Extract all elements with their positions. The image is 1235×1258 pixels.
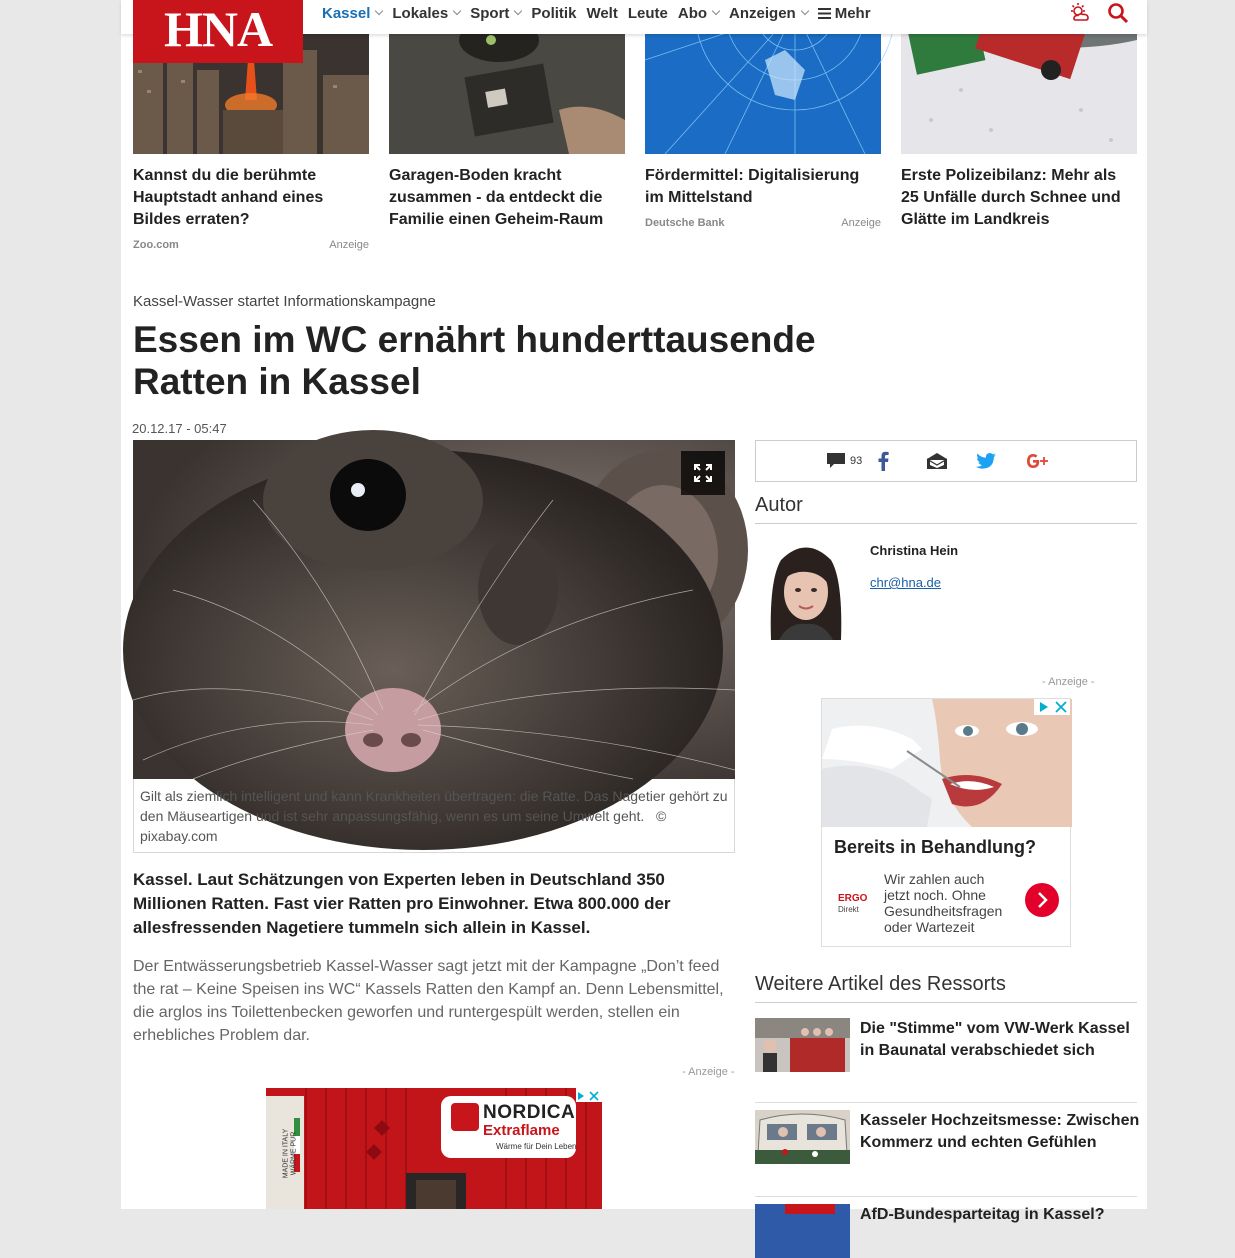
nav-mehr[interactable]: Mehr: [818, 5, 871, 22]
facebook-icon: [876, 451, 890, 471]
page: [121, 0, 1147, 1223]
author-heading: Autor: [755, 494, 1137, 524]
more-article-title[interactable]: Die "Stimme" vom VW-Werk Kassel in Baunatal verabschiedet sich: [860, 1020, 1130, 1059]
main-nav: [322, 0, 881, 26]
nav-anzeigen[interactable]: Anzeigen: [729, 5, 808, 22]
more-article-title[interactable]: AfD-Bundesparteitag in Kassel?: [860, 1206, 1105, 1223]
email-icon: [926, 452, 948, 470]
article-hero-image[interactable]: [133, 440, 735, 779]
article-kicker: Kassel-Wasser startet Informationskampagne: [133, 293, 436, 310]
ergo-advertisement[interactable]: [821, 698, 1071, 947]
more-article-thumbnail: [755, 1110, 850, 1164]
comments-button[interactable]: [826, 452, 876, 470]
fullscreen-button[interactable]: [681, 451, 725, 495]
nav-sport[interactable]: Sport: [470, 5, 521, 22]
share-facebook[interactable]: [876, 451, 926, 471]
more-article-thumbnail: [755, 1204, 850, 1258]
chevron-right-icon: [1025, 883, 1059, 917]
nav-kassel[interactable]: Kassel: [322, 5, 382, 22]
adchoices-icon[interactable]: [576, 1090, 600, 1102]
chevron-down-icon: [800, 7, 808, 15]
chevron-down-icon: [514, 7, 522, 15]
share-twitter[interactable]: [976, 453, 1026, 469]
adchoices-icon[interactable]: [1034, 699, 1070, 715]
menu-icon: [818, 8, 831, 19]
nordica-advertisement[interactable]: [266, 1088, 602, 1209]
teaser-ad-label: Anzeige: [329, 239, 369, 251]
comment-count: 93: [850, 455, 863, 467]
share-email[interactable]: [926, 452, 976, 470]
teaser-title[interactable]: Fördermittel: Digitalisierung im Mittelstand: [645, 167, 860, 206]
ad-text: Wir zahlen auch jetzt noch. Ohne Gesundheitsfragen oder Wartezeit: [884, 871, 1003, 935]
chevron-down-icon: [453, 7, 461, 15]
ad-dentist-image: [822, 699, 1072, 827]
article-headline: Essen im WC ernährt hunderttausende Ratten in Kassel: [133, 319, 816, 402]
nav-welt[interactable]: Welt: [586, 4, 618, 22]
ad-made-in-italy: MADE IN ITALY: [282, 1128, 290, 1179]
nav-leute[interactable]: Leute: [627, 4, 668, 22]
teaser-card[interactable]: [645, 0, 881, 229]
ad-label: - Anzeige -: [682, 1066, 735, 1078]
chevron-down-icon: [712, 7, 720, 15]
ad-waerme-pur: WÄRME PUR: [290, 1131, 298, 1176]
teaser-ad-label: Anzeige: [841, 217, 881, 229]
ad-slogan: Wärme für Dein Leben.: [496, 1142, 579, 1151]
article-date: 20.12.17 - 05:47: [132, 421, 227, 436]
nav-lokales[interactable]: Lokales: [392, 5, 460, 22]
expand-icon: [681, 451, 725, 495]
divider: [755, 1102, 1137, 1103]
nav-abo[interactable]: Abo: [678, 5, 719, 22]
search-icon[interactable]: [1107, 2, 1129, 24]
author-name: Christina Hein: [870, 543, 959, 558]
more-articles-heading: Weitere Artikel des Ressorts: [755, 973, 1137, 1003]
article-lead: Kassel. Laut Schätzungen von Experten leben in Deutschland 350 Millionen Ratten. Fast vier Ratten pro Einwohner. Etwa 800.000 der allesfressenden Nagetiere tummeln sich allein in Kassel.: [133, 870, 671, 937]
more-article-thumbnail: [755, 1018, 850, 1072]
teaser-title[interactable]: Kannst du die berühmte Hauptstadt anhand eines Bildes erraten?: [133, 167, 324, 228]
teaser-card[interactable]: [389, 0, 625, 231]
comment-icon: [826, 452, 846, 470]
teaser-source: Deutsche Bank: [645, 217, 725, 229]
divider: [755, 1196, 1137, 1197]
image-credit: © pixabay.com: [140, 808, 667, 844]
more-article-title[interactable]: Kasseler Hochzeitsmesse: Zwischen Kommerz und echten Gefühlen: [860, 1112, 1140, 1151]
teaser-title[interactable]: Erste Polizeibilanz: Mehr als 25 Unfälle durch Schnee und Glätte im Landkreis: [901, 167, 1121, 228]
share-google-plus[interactable]: [1026, 452, 1076, 470]
chevron-down-icon: [375, 7, 383, 15]
nav-politik[interactable]: Politik: [531, 4, 577, 22]
ad-title[interactable]: Bereits in Behandlung?: [834, 837, 1037, 857]
google-plus-icon: [1026, 452, 1048, 470]
ergo-logo: ERGO Direkt: [838, 893, 868, 914]
ad-brand: NORDICA: [483, 1102, 576, 1123]
article-paragraph: Der Entwässerungsbetrieb Kassel-Wasser sagt jetzt mit der Kampagne „Don’t feed the rat – Keine Speisen ins WC“ Kassels Ratten den Kampf an. Denn Lebensmittel, die arglos ins Toilettenbecken geworfen und runtergespült werden, stellen ein erhebliches Problem dar.: [133, 958, 724, 1044]
teaser-title[interactable]: Garagen-Boden kracht zusammen - da entdeckt die Familie einen Geheim-Raum: [389, 167, 604, 228]
weather-icon[interactable]: [1069, 2, 1091, 24]
hna-logo[interactable]: HNA: [133, 0, 303, 63]
ad-go-button[interactable]: [1025, 883, 1059, 917]
teaser-card[interactable]: [901, 0, 1137, 231]
share-bar: [755, 440, 1137, 482]
rat-photo: [133, 440, 735, 779]
ad-brand-2: Extraflame: [483, 1122, 560, 1139]
author-email-link[interactable]: chr@hna.de: [870, 575, 942, 590]
top-icons: [1069, 2, 1129, 24]
teaser-source: Zoo.com: [133, 239, 179, 251]
image-caption: Gilt als ziemlich intelligent und kann Krankheiten übertragen: die Ratte. Das Nagetier gehört zu den Mäuseartigen und ist sehr anpassungsfähig, wenn es um seine Umwelt geht. © pixabay.com: [133, 779, 735, 853]
ad-label: - Anzeige -: [1042, 676, 1095, 688]
twitter-icon: [976, 453, 996, 469]
author-photo: [759, 540, 853, 640]
